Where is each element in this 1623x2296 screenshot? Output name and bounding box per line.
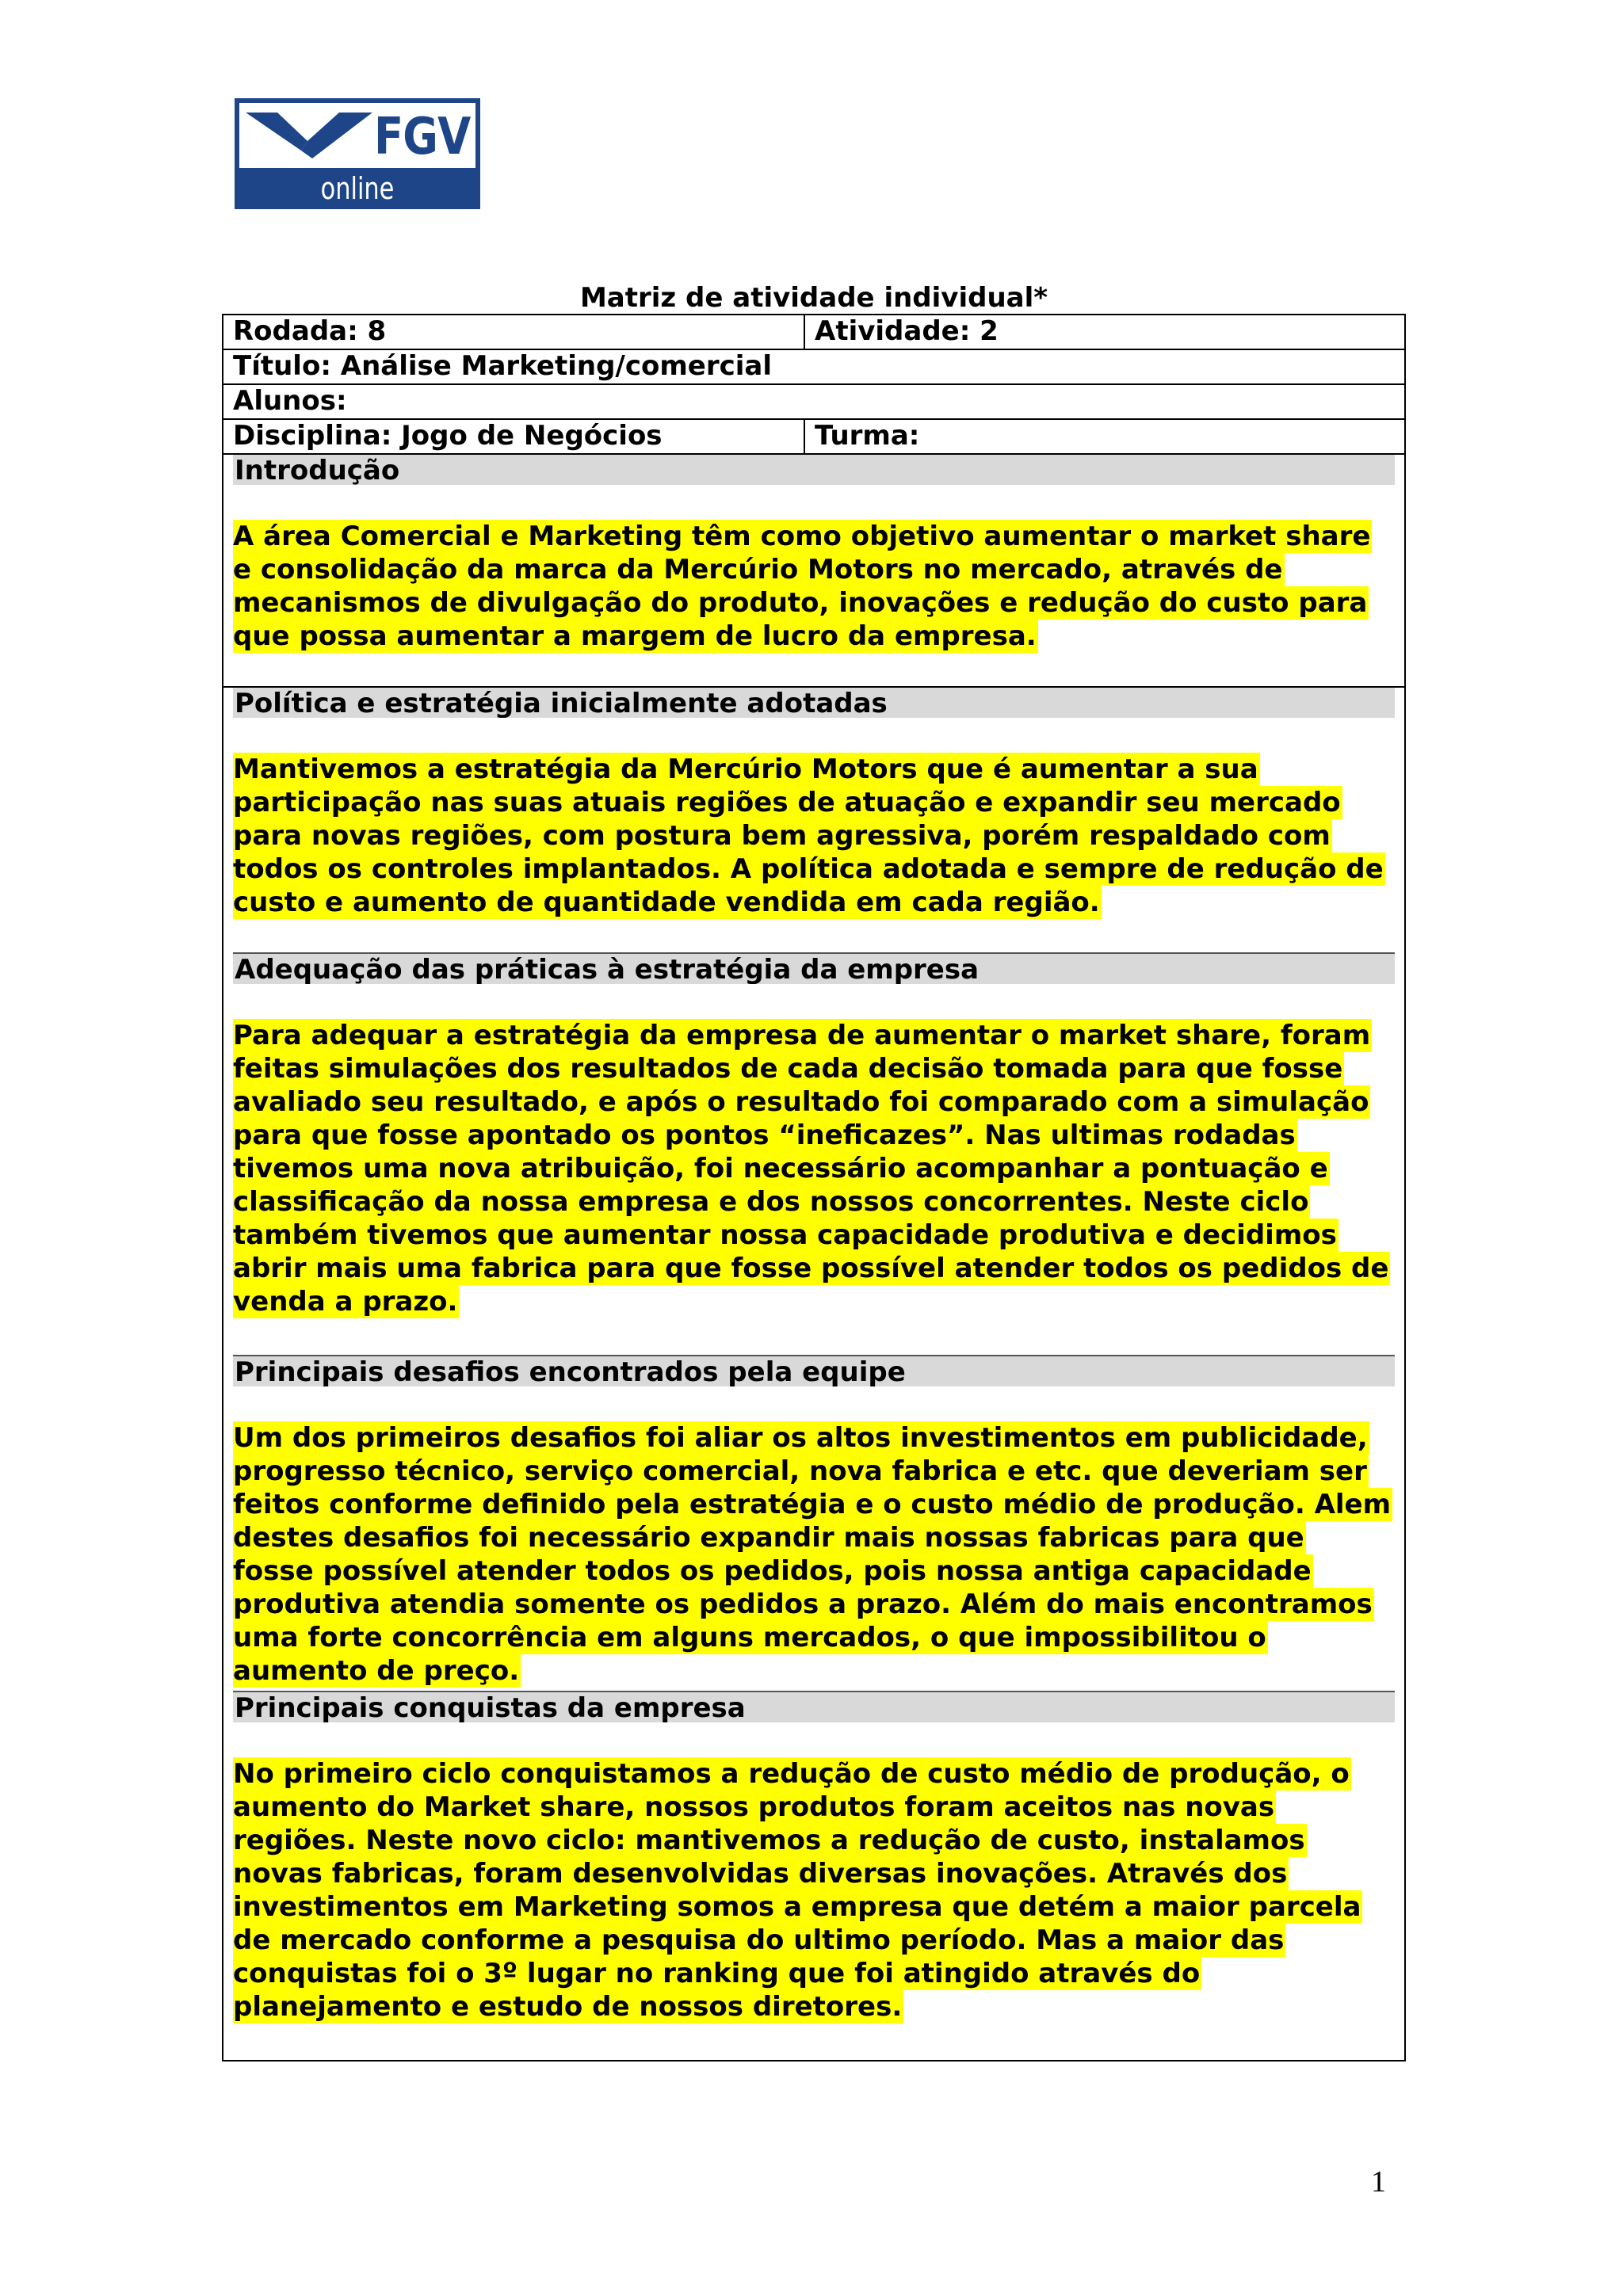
paragraph-line: todos os controles implantados. A política adotada e sempre de redução de: [233, 853, 1384, 885]
paragraph-line: aumento do Market share, nossos produtos foram aceitos nas novas: [233, 1791, 1275, 1823]
paragraph-line: Para adequar a estratégia da empresa de aumentar o market share, foram: [233, 1020, 1371, 1051]
row-disciplina-turma: [223, 420, 1404, 455]
paragraph-line: e consolidação da marca da Mercúrio Motors no mercado, através de: [233, 554, 1283, 585]
paragraph-line: planejamento e estudo de nossos diretores.: [233, 1991, 903, 2023]
section-paragraph: [233, 520, 1395, 653]
page-number: 1: [1371, 2165, 1386, 2199]
paragraph-line: Um dos primeiros desafios foi aliar os altos investimentos em publicidade,: [233, 1422, 1368, 1454]
section-heading: Política e estratégia inicialmente adotadas: [233, 688, 1395, 718]
section-paragraph: [233, 1757, 1395, 2023]
paragraph-line: de mercado conforme a pesquisa do ultimo período. Mas a maior das: [233, 1924, 1285, 1956]
paragraph-line: avaliado seu resultado, e após o resultado foi comparado com a simulação: [233, 1086, 1369, 1118]
paragraph-line: classificação da nossa empresa e dos nossos concorrentes. Neste ciclo: [233, 1186, 1309, 1218]
paragraph-line: venda a prazo.: [233, 1286, 458, 1318]
section-heading: Introdução: [233, 455, 1395, 485]
section-paragraph: [233, 1421, 1395, 1688]
section-adequacao: [233, 952, 1395, 1318]
section-conquistas: [233, 1691, 1395, 2023]
row-titulo: [223, 350, 1404, 385]
disciplina-cell: Disciplina: Jogo de Negócios: [233, 420, 663, 452]
alunos-cell: Alunos:: [233, 385, 347, 417]
section-heading: Adequação das práticas à estratégia da empresa: [233, 952, 1395, 984]
activity-matrix-table: [222, 314, 1406, 2061]
paragraph-line: No primeiro ciclo conquistamos a redução de custo médio de produção, o: [233, 1758, 1350, 1790]
rodada-cell: Rodada: 8: [233, 315, 387, 347]
titulo-cell: Título: Análise Marketing/comercial: [233, 350, 772, 382]
logo-subtitle: online: [320, 171, 395, 206]
atividade-cell: Atividade: 2: [804, 315, 1404, 349]
paragraph-line: participação nas suas atuais regiões de atuação e expandir seu mercado: [233, 787, 1341, 818]
paragraph-line: para que fosse apontado os pontos “ineficazes”. Nas ultimas rodadas: [233, 1119, 1296, 1151]
paragraph-line: fosse possível atender todos os pedidos, pois nossa antiga capacidade: [233, 1555, 1312, 1587]
fgv-online-logo: [235, 98, 480, 209]
paragraph-line: A área Comercial e Marketing têm como objetivo aumentar o market share: [233, 521, 1371, 552]
row-alunos: [223, 385, 1404, 420]
paragraph-line: abrir mais uma fabrica para que fosse possível atender todos os pedidos de: [233, 1253, 1389, 1284]
paragraph-line: uma forte concorrência em alguns mercados, o que impossibilitou o: [233, 1622, 1266, 1653]
section-desafios: [233, 1355, 1395, 1688]
paragraph-line: aumento de preço.: [233, 1655, 520, 1687]
turma-cell: Turma:: [804, 420, 1404, 453]
paragraph-line: conquistas foi o 3º lugar no ranking que foi atingido através do: [233, 1958, 1201, 1989]
section-paragraph: [233, 1019, 1395, 1318]
section-introducao: [233, 455, 1395, 653]
paragraph-line: que possa aumentar a margem de lucro da empresa.: [233, 620, 1037, 652]
logo-mark-area: [239, 103, 475, 168]
paragraph-line: investimentos em Marketing somos a empresa que detém a maior parcela: [233, 1891, 1361, 1923]
section-heading: Principais conquistas da empresa: [233, 1691, 1395, 1722]
paragraph-line: feitos conforme definido pela estratégia e o custo médio de produção. Alem: [233, 1489, 1392, 1520]
logo-brand-text: FGV: [374, 108, 471, 166]
paragraph-line: novas fabricas, foram desenvolvidas diversas inovações. Através dos: [233, 1858, 1288, 1890]
fgv-chevron-icon: [246, 109, 372, 163]
paragraph-line: regiões. Neste novo ciclo: mantivemos a redução de custo, instalamos: [233, 1825, 1305, 1856]
paragraph-line: para novas regiões, com postura bem agressiva, porém respaldado com: [233, 820, 1331, 852]
row-rodada-atividade: [223, 315, 1404, 350]
paragraph-line: destes desafios foi necessário expandir mais nossas fabricas para que: [233, 1522, 1304, 1554]
paragraph-line: mecanismos de divulgação do produto, inovações e redução do custo para: [233, 587, 1368, 619]
paragraph-line: progresso técnico, serviço comercial, nova fabrica e etc. que deveriam ser: [233, 1455, 1367, 1487]
section-heading: Principais desafios encontrados pela equipe: [233, 1355, 1395, 1386]
paragraph-line: também tivemos que aumentar nossa capacidade produtiva e decidimos: [233, 1219, 1337, 1251]
paragraph-line: Mantivemos a estratégia da Mercúrio Motors que é aumentar a sua: [233, 753, 1258, 785]
paragraph-line: feitas simulações dos resultados de cada decisão tomada para que fosse: [233, 1053, 1343, 1085]
section-paragraph: [233, 753, 1395, 919]
paragraph-line: custo e aumento de quantidade vendida em cada região.: [233, 887, 1100, 918]
paragraph-line: produtiva atendia somente os pedidos a prazo. Além do mais encontramos: [233, 1589, 1373, 1620]
section-politica: [233, 688, 1395, 919]
paragraph-line: tivemos uma nova atribuição, foi necessário acompanhar a pontuação e: [233, 1153, 1328, 1184]
document-title: Matriz de atividade individual*: [579, 282, 1048, 314]
